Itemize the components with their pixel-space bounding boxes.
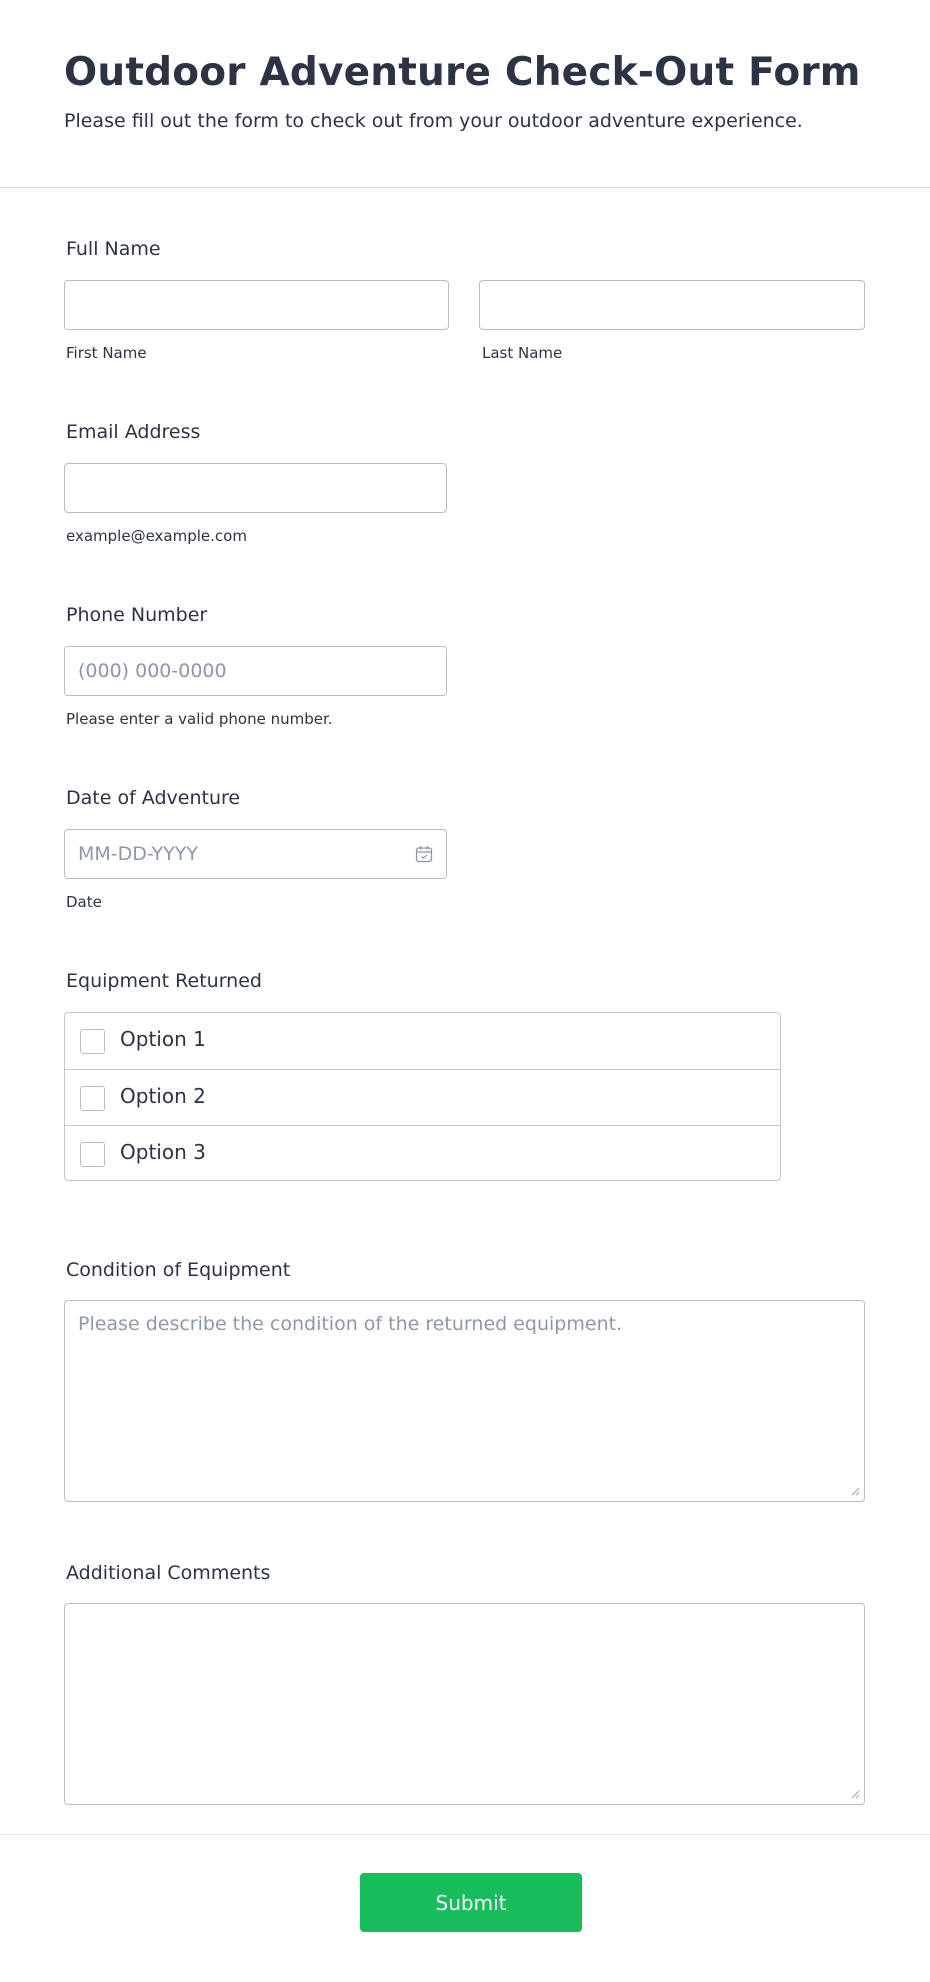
calendar-icon[interactable] (415, 845, 433, 863)
resize-handle-icon[interactable] (850, 1789, 860, 1799)
equipment-option-3[interactable] (65, 1125, 780, 1181)
equipment-option-1[interactable] (65, 1013, 780, 1069)
last-name-input[interactable] (479, 280, 865, 330)
form-description: Please fill out the form to check out from your outdoor adventure experience. (64, 110, 803, 132)
last-name-sublabel: Last Name (482, 344, 563, 362)
full-name-label: Full Name (66, 238, 161, 260)
comments-textarea[interactable] (64, 1603, 865, 1805)
option-label: Option 1 (120, 1027, 206, 1051)
phone-input[interactable] (64, 646, 447, 696)
footer-divider (0, 1834, 930, 1835)
condition-label: Condition of Equipment (66, 1259, 291, 1281)
phone-sublabel: Please enter a valid phone number. (66, 710, 333, 728)
option-label: Option 2 (120, 1084, 206, 1108)
checkbox[interactable] (80, 1029, 105, 1054)
equipment-label: Equipment Returned (66, 970, 262, 992)
comments-label: Additional Comments (66, 1562, 271, 1584)
date-input[interactable] (64, 829, 447, 879)
resize-handle-icon[interactable] (850, 1486, 860, 1496)
first-name-sublabel: First Name (66, 344, 147, 362)
email-label: Email Address (66, 421, 201, 443)
date-sublabel: Date (66, 893, 102, 911)
form-header (0, 0, 930, 188)
phone-label: Phone Number (66, 604, 208, 626)
email-sublabel: example@example.com (66, 527, 247, 545)
equipment-checkbox-group (64, 1012, 781, 1181)
first-name-input[interactable] (64, 280, 449, 330)
checkbox[interactable] (80, 1086, 105, 1111)
date-label: Date of Adventure (66, 787, 241, 809)
equipment-option-2[interactable] (65, 1069, 780, 1125)
option-label: Option 3 (120, 1140, 206, 1164)
checkbox[interactable] (80, 1142, 105, 1167)
submit-button[interactable]: Submit (360, 1873, 582, 1932)
condition-textarea[interactable] (64, 1300, 865, 1502)
form-title: Outdoor Adventure Check-Out Form (64, 50, 861, 95)
email-input[interactable] (64, 463, 447, 513)
